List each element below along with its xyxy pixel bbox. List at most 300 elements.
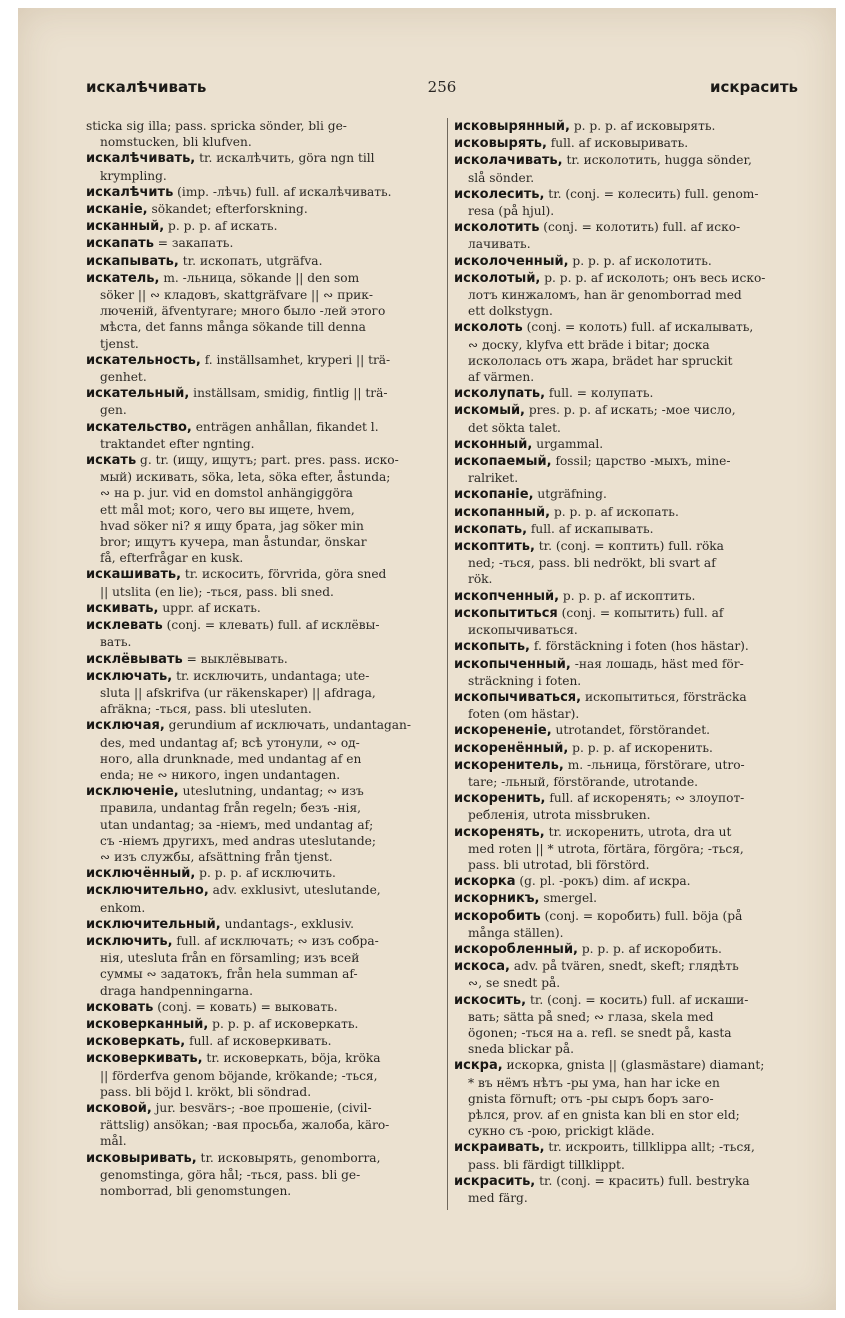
- entry-line: [454, 1057, 810, 1074]
- entry-line: [454, 402, 810, 419]
- entry-line: [454, 656, 810, 673]
- definition-text: uppr. af искать.: [158, 600, 261, 615]
- definition-text: adv. exklusivt, uteslutande,: [208, 883, 381, 898]
- entry-line: [468, 555, 810, 571]
- headword: искоробить: [454, 908, 541, 924]
- definition-text: enda; не ∾ никого, ingen undantagen.: [100, 767, 341, 782]
- entry-line: [100, 1133, 442, 1149]
- entry-line: [454, 873, 810, 890]
- definition-text: || utslita (en lie); -ться, pass. bli sned.: [100, 584, 334, 599]
- definition-text: af värmen.: [468, 370, 535, 385]
- headword: искалѣчить: [86, 184, 174, 200]
- definition-text: ископытиться, försträcka: [581, 689, 747, 704]
- headword: исканіе,: [86, 202, 148, 218]
- entry-line: [86, 566, 442, 583]
- definition-text: full. af исковеркивать.: [185, 1034, 332, 1049]
- definition-text: съ -ніемъ другихъ, med andras uteslutande;: [100, 833, 376, 848]
- dictionary-entry: [86, 783, 442, 865]
- headword: исключённый,: [86, 866, 196, 882]
- definition-text: adv. på tvären, snedt, skeft; глядѣть: [510, 959, 739, 974]
- definition-text: resa (på hjul).: [468, 204, 555, 219]
- definition-text: люченій, äfventyrare; многo было -лей этого: [100, 304, 386, 319]
- definition-text: rök.: [468, 572, 493, 587]
- entry-line: [454, 638, 810, 655]
- entry-line: [86, 916, 442, 933]
- definition-text: tr. исколотить, hugga sönder,: [562, 153, 752, 168]
- entry-line: [100, 502, 442, 518]
- dictionary-entry: [86, 617, 442, 650]
- headword: исковой,: [86, 1100, 152, 1116]
- headword: исключеніе,: [86, 784, 179, 800]
- entry-line: [100, 849, 442, 865]
- dictionary-entry: [86, 600, 442, 617]
- dictionary-entry: [454, 890, 810, 907]
- dictionary-entry: [454, 958, 810, 991]
- dictionary-entry: [86, 352, 442, 385]
- entry-line: [454, 740, 810, 757]
- dictionary-entry: [86, 452, 442, 566]
- entry-line: [468, 369, 810, 385]
- definition-text: p. p. p. af искать.: [164, 219, 278, 234]
- headword: исковыривать,: [86, 1150, 197, 1166]
- definition-text: p. p. p. af исковеркать.: [208, 1016, 359, 1031]
- headword: искашивать,: [86, 567, 182, 583]
- definition-text: (conj. = клевать) full. af исклёвы-: [162, 618, 380, 633]
- entry-line: [468, 236, 810, 252]
- definition-text: full. af исключать; ∾ изъ собра-: [172, 933, 379, 948]
- headword: ископычиваться,: [454, 689, 582, 705]
- entry-line: [100, 767, 442, 783]
- right-column: [454, 118, 810, 1206]
- dictionary-entry: [454, 118, 810, 135]
- entry-line: [86, 717, 442, 734]
- dictionary-entry: [86, 218, 442, 235]
- dictionary-entry: [454, 824, 810, 874]
- definition-text: ett mål mot; кого, чего вы ищете, hvem,: [100, 502, 355, 517]
- entry-line: [100, 485, 442, 501]
- entry-line: [454, 790, 810, 807]
- entry-line: [100, 966, 442, 982]
- headword: исклёвывать: [86, 651, 183, 667]
- dictionary-entry: [454, 186, 810, 219]
- entry-line: [454, 186, 810, 203]
- headword: исковырять,: [454, 136, 547, 152]
- entry-line: [100, 369, 442, 385]
- headword: искоробленный,: [454, 941, 578, 957]
- headword: ископытиться: [454, 605, 558, 621]
- entry-line: [454, 453, 810, 470]
- definition-text: jur. besvärs-; -вое прошеніе, (civil-: [151, 1100, 372, 1115]
- entry-line: [100, 336, 442, 352]
- definition-text: ned; -ться, pass. bli nedrökt, bli svart af: [468, 556, 716, 571]
- dictionary-entry: [454, 253, 810, 270]
- definition-text: många ställen).: [468, 925, 564, 940]
- definition-text: p. p. p. af ископать.: [550, 504, 679, 519]
- definition-text: (conj. = колоть) full. af искалывать,: [522, 320, 754, 335]
- definition-text: sticka sig illa; pass. spricka sönder, bli ge-: [86, 119, 347, 133]
- definition-text: * въ нёмъ нѣтъ -ры ума, han har icke en: [468, 1075, 720, 1090]
- entry-line: [468, 673, 810, 689]
- dictionary-entry: [454, 270, 810, 320]
- definition-text: tr. исключить, undantaga; ute-: [172, 668, 370, 683]
- headword: исколотый,: [454, 270, 541, 286]
- definition-text: мый) искивать, söka, leta, söka efter, åstunda;: [100, 470, 391, 485]
- definition-text: p. p. p. af исковырять.: [569, 119, 716, 133]
- definition-text: (imp. -лѣчь) full. af искалѣчивать.: [173, 184, 392, 199]
- dictionary-entry: [86, 865, 442, 882]
- headword: исключительно,: [86, 883, 209, 899]
- entry-line: [86, 253, 442, 270]
- definition-text: p. p. p. af искоробить.: [578, 941, 722, 956]
- entry-line: [468, 1107, 810, 1123]
- definition-text: tr. (conj. = коптить) full. röka: [534, 539, 724, 554]
- entry-line: [100, 1183, 442, 1199]
- definition-text: tr. ископать, utgräfva.: [178, 253, 323, 268]
- entry-line: [86, 865, 442, 882]
- entry-line: [86, 452, 442, 469]
- entry-line: [86, 270, 442, 287]
- entry-line: [454, 757, 810, 774]
- dictionary-entry: [454, 319, 810, 385]
- headword: ископаніе,: [454, 487, 534, 503]
- headword: исключать,: [86, 668, 173, 684]
- dictionary-entry: [454, 1139, 810, 1172]
- headword: искоса,: [454, 959, 510, 975]
- headword: исконный,: [454, 436, 533, 452]
- definition-text: вать; sätta på sned; ∾ глаза, skela med: [468, 1009, 714, 1024]
- entry-line: [86, 1033, 442, 1050]
- entry-line: [468, 420, 810, 436]
- entry-line: [454, 890, 810, 907]
- definition-text: ребленія, utrota missbruken.: [468, 808, 651, 823]
- entry-line: [86, 600, 442, 617]
- definition-text: få, efterfrågar en kusk.: [100, 551, 244, 566]
- dictionary-entry: [454, 689, 810, 722]
- definition-text: (conj. = колотить) full. af иско-: [539, 220, 741, 235]
- headword: ископыченный,: [454, 656, 571, 672]
- dictionary-entry: [86, 419, 442, 452]
- definition-text: m. -льница, förstörare, utro-: [563, 757, 745, 772]
- dictionary-entry: [86, 651, 442, 668]
- definition-text: || förderfva genom böjande, krökande; -ться,: [100, 1068, 378, 1083]
- headword: ископыть,: [454, 639, 531, 655]
- entry-line: [86, 184, 442, 201]
- dictionary-entry: [454, 152, 810, 185]
- entry-line: [100, 534, 442, 550]
- entry-line: [86, 218, 442, 235]
- definition-text: правила, undantag från regeln; безъ -нія,: [100, 801, 362, 816]
- headword: исковырянный,: [454, 119, 570, 134]
- entry-line: [100, 751, 442, 767]
- entry-line: [468, 841, 810, 857]
- dictionary-entry: [454, 504, 810, 521]
- entry-line: [454, 118, 810, 135]
- entry-line: [100, 800, 442, 816]
- definition-text: fossil; царство -мыхъ, mine-: [551, 454, 731, 469]
- definition-text: sökandet; efterforskning.: [147, 202, 308, 217]
- definition-text: inställsam, smidig, fintlig || trä-: [189, 386, 388, 401]
- entry-line: [86, 352, 442, 369]
- headword: ископаемый,: [454, 454, 552, 470]
- entry-line: [454, 253, 810, 270]
- entry-line: [100, 402, 442, 418]
- definition-text: p. p. p. af исключить.: [195, 866, 336, 881]
- definition-text: full. af искоренять; ∾ злоупот-: [545, 791, 745, 806]
- dictionary-entry: [454, 873, 810, 890]
- headword: исключая,: [86, 718, 165, 734]
- definition-text: genhet.: [100, 370, 147, 385]
- definition-text: tr. (conj. = красить) full. bestryka: [535, 1173, 750, 1188]
- definition-text: des, med undantag af; всѣ утонули, ∾ од-: [100, 735, 360, 750]
- entry-line: [454, 486, 810, 503]
- definition-text: bror; ищутъ кучера, man åstundar, önskar: [100, 535, 367, 550]
- headword: искоренённый,: [454, 740, 569, 756]
- headword: искосить,: [454, 992, 527, 1008]
- left-column: [86, 118, 442, 1199]
- entry-line: [454, 992, 810, 1009]
- headword: искоренить,: [454, 791, 546, 807]
- headword: исколоть: [454, 320, 523, 336]
- entry-line: [454, 385, 810, 402]
- headword: ископченный,: [454, 588, 560, 604]
- entry-line: [100, 287, 442, 303]
- entry-line: [454, 908, 810, 925]
- entry-line: [454, 722, 810, 739]
- dictionary-entry: [454, 521, 810, 538]
- dictionary-entry: [454, 941, 810, 958]
- headword: искатель,: [86, 270, 160, 286]
- definition-text: мѣста, det fanns många sökande till denna: [100, 320, 366, 335]
- entry-line: [468, 1075, 810, 1091]
- entry-line: [86, 201, 442, 218]
- entry-line: [100, 1167, 442, 1183]
- dictionary-entry: [454, 740, 810, 757]
- definition-text: лотъ кинжаломъ, han är genomborrad med: [468, 288, 742, 303]
- headword: искательность,: [86, 352, 201, 368]
- definition-text: hvad söker ni? я ищу брата, jag söker min: [100, 518, 364, 533]
- headword: исколоченный,: [454, 253, 569, 269]
- definition-text: (conj. = копытить) full. af: [557, 605, 724, 620]
- dictionary-entry: [454, 486, 810, 503]
- entry-line: [454, 521, 810, 538]
- entry-line: [86, 651, 442, 668]
- definition-text: pass. bli böjd l. krökt, bli söndrad.: [100, 1084, 312, 1099]
- dictionary-entry: [454, 219, 810, 252]
- headword: искалѣчивать,: [86, 151, 196, 167]
- headword: искомый,: [454, 403, 525, 419]
- dictionary-entry: [86, 933, 442, 999]
- definition-text: nomstucken, bli klufven.: [100, 135, 252, 150]
- entry-line: [468, 1157, 810, 1173]
- definition-text: söker || ∾ кладовъ, skattgräfvare || ∾ прик-: [100, 288, 374, 303]
- dictionary-entry: [86, 1016, 442, 1033]
- column-divider: [447, 118, 448, 1210]
- dictionary-entry: [454, 385, 810, 402]
- definition-text: med roten || * utrota, förtära, förgöra; -ться,: [468, 841, 744, 856]
- entry-line: [454, 958, 810, 975]
- headword: искра,: [454, 1058, 503, 1074]
- entry-line: [86, 933, 442, 950]
- definition-text: mål.: [100, 1134, 127, 1149]
- entry-line: [468, 571, 810, 587]
- entry-line: [468, 470, 810, 486]
- headword: ископтить,: [454, 539, 535, 555]
- definition-text: -ная лошадь, häst med för-: [570, 656, 744, 671]
- definition-text: g. tr. (ищу, ищутъ; part. pres. pass. иско-: [136, 453, 399, 468]
- entry-line: [454, 219, 810, 236]
- entry-line: [86, 150, 442, 167]
- dictionary-entry: [454, 135, 810, 152]
- dictionary-entry: [86, 385, 442, 418]
- definition-text: вать.: [100, 635, 132, 650]
- headword: искать: [86, 453, 137, 469]
- definition-text: искололась отъ жара, brädet har spruckit: [468, 353, 733, 368]
- entry-line: [86, 668, 442, 685]
- entry-line: [468, 203, 810, 219]
- definition-text: tare; -льный, förstörande, utrotande.: [468, 774, 699, 789]
- definition-text: tr. исковырять, genomborra,: [196, 1150, 381, 1165]
- definition-text: tr. искалѣчить, göra ngn till: [195, 151, 375, 166]
- dictionary-entry: [454, 790, 810, 823]
- headword: исковеркать,: [86, 1034, 186, 1050]
- definition-text: enkom.: [100, 900, 146, 915]
- headword: искапать: [86, 236, 154, 252]
- dictionary-entry: [454, 1057, 810, 1139]
- dictionary-entry: [86, 1100, 442, 1150]
- entry-line: [454, 152, 810, 169]
- entry-line: [100, 685, 442, 701]
- definition-text: f. inställsamhet, kryperi || trä-: [200, 352, 391, 367]
- entry-line: [86, 385, 442, 402]
- entry-line: [454, 538, 810, 555]
- entry-line: [454, 941, 810, 958]
- definition-text: ископычиваться.: [468, 623, 578, 638]
- definition-text: gnista förnuft; отъ -ры сыръ боръ заго-: [468, 1091, 714, 1106]
- entry-line: [454, 605, 810, 622]
- entry-line: [468, 170, 810, 186]
- entry-line: [100, 833, 442, 849]
- headword: исколачивать,: [454, 153, 563, 169]
- entry-line: [100, 634, 442, 650]
- entry-line: [454, 1139, 810, 1156]
- definition-text: tr. искроить, tillklippa allt; -ться,: [544, 1140, 755, 1155]
- definition-text: genomstinga, göra hål; -ться, pass. bli ge-: [100, 1167, 361, 1182]
- entry-line: [468, 303, 810, 319]
- entry-line: [468, 287, 810, 303]
- headword: исключительный,: [86, 916, 221, 932]
- definition-text: f. förstäckning i foten (hos hästar).: [530, 639, 749, 654]
- entry-line: [100, 303, 442, 319]
- dictionary-entry: [86, 150, 442, 183]
- dictionary-entry: [86, 201, 442, 218]
- definition-text: det sökta talet.: [468, 420, 561, 435]
- entry-line: [86, 419, 442, 436]
- definition-text: лачивать.: [468, 237, 531, 252]
- dictionary-entry: [86, 184, 442, 201]
- headword: искивать,: [86, 600, 159, 616]
- definition-text: smergel.: [539, 891, 598, 906]
- definition-text: ∾ изъ службы, afsättning från tjenst.: [100, 849, 333, 864]
- dictionary-entry: [454, 656, 810, 689]
- entry-line: [454, 135, 810, 152]
- definition-text: med färg.: [468, 1191, 528, 1205]
- definition-text: = выклёвывать.: [182, 651, 288, 666]
- entry-line: [100, 1084, 442, 1100]
- definition-text: искорка, gnista || (glasmästare) diamant;: [502, 1058, 765, 1073]
- entry-line: [100, 1068, 442, 1084]
- definition-text: slå sönder.: [468, 170, 535, 185]
- entry-line: [468, 353, 810, 369]
- dictionary-entry: [454, 757, 810, 790]
- definition-text: urgammal.: [532, 436, 604, 451]
- definition-text: pass. bli utrotad, bli förstörd.: [468, 857, 650, 872]
- headword: исклевать: [86, 618, 163, 634]
- definition-text: sneda blickar på.: [468, 1042, 574, 1057]
- dictionary-entry: [86, 882, 442, 915]
- entry-line: [100, 518, 442, 534]
- entry-line: [86, 1100, 442, 1117]
- entry-line: [468, 975, 810, 991]
- definition-text: full. af исковыривать.: [546, 136, 689, 151]
- entry-line: [468, 857, 810, 873]
- dictionary-entry: [454, 722, 810, 739]
- definition-text: ∾ доску, klyfva ett bräde i bitar; доска: [468, 337, 710, 352]
- definition-text: gerundium af исключать, undantagan-: [164, 718, 412, 733]
- entry-line: [454, 824, 810, 841]
- entry-line: [468, 622, 810, 638]
- headword: искрасить,: [454, 1173, 536, 1189]
- page-number: 256: [427, 78, 457, 96]
- headword: искапывать,: [86, 253, 179, 269]
- definition-text: ett dolkstygn.: [468, 304, 553, 319]
- headword: искательный,: [86, 386, 190, 402]
- definition-text: nomborrad, bli genomstungen.: [100, 1184, 292, 1198]
- dictionary-entry: [86, 668, 442, 718]
- entry-line: [454, 270, 810, 287]
- headword: исковеркивать,: [86, 1051, 203, 1067]
- headword: искраивать,: [454, 1140, 545, 1156]
- dictionary-entry: [454, 538, 810, 588]
- definition-text: krympling.: [100, 168, 167, 183]
- definition-text: (conj. = ковать) = выковать.: [153, 999, 338, 1014]
- definition-text: m. -льница, sökande || den som: [159, 270, 360, 285]
- entry-line: [454, 588, 810, 605]
- entry-line: [86, 617, 442, 634]
- definition-text: (conj. = коробить) full. böja (på: [540, 908, 743, 923]
- definition-text: tr. исковеркать, böja, kröka: [202, 1051, 381, 1066]
- definition-text: uteslutning, undantag; ∾ изъ: [178, 784, 364, 799]
- definition-text: (g. pl. -рокъ) dim. af искра.: [515, 874, 691, 889]
- entry-line: [468, 1123, 810, 1139]
- definition-text: full. = колупать.: [545, 386, 654, 401]
- entry-line: [86, 1050, 442, 1067]
- headword: ископать,: [454, 521, 528, 537]
- entry-line: [86, 235, 442, 252]
- definition-text: sträckning i foten.: [468, 673, 582, 688]
- definition-text: ralriket.: [468, 471, 519, 486]
- definition-text: traktandet efter ngnting.: [100, 436, 255, 451]
- headword: искательство,: [86, 419, 192, 435]
- dictionary-entry: [454, 1173, 810, 1206]
- entry-line: [100, 436, 442, 452]
- definition-text: p. p. p. af исколотить.: [568, 253, 712, 268]
- dictionary-entry: [86, 253, 442, 270]
- entry-line: [86, 1150, 442, 1167]
- definition-text: rättslig) ansökan; -вая просьба, жалоба, käro-: [100, 1118, 390, 1133]
- headword: исканный,: [86, 219, 165, 235]
- entry-line: [86, 882, 442, 899]
- entry-line: [100, 701, 442, 717]
